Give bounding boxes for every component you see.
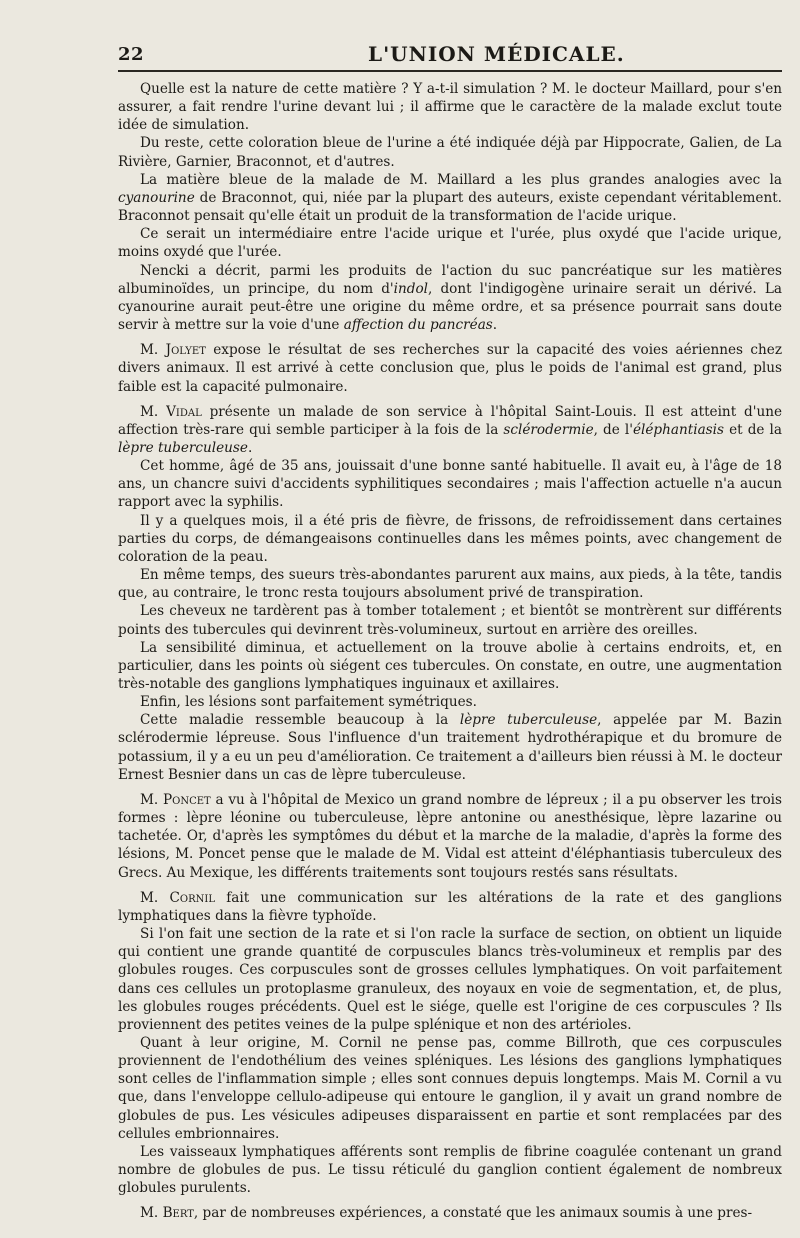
text-run: M. [140,342,166,359]
text-run: a vu à l'hôpital de Mexico un grand nombre de lépreux ; il a pu observer les trois formes : lèpre léonine ou tuberculeuse, lèpre antonine ou anesthésique, lèpre lazarine ou tachetée. Or, d'après les symptômes du début et la marche de la maladie, d'après la forme des lésions, M. Poncet pense que le malade de M. Vidal est atteint d'éléphantiasis tuberculeux des Grecs. Au Mexique, les différents traitements sont toujours restés sans résultats. [118,791,782,881]
italic-term: cyanourine [118,189,195,206]
text-run: M. [140,1205,163,1222]
text-run: Cette maladie ressemble beaucoup à la [140,712,460,729]
paragraph [118,403,782,457]
text-run: Quelle est la nature de cette matière ? Y a-t-il simulation ? M. le docteur Maillard, pour s'en assurer, a fait rendre l'urine devant lui ; il affirme que le caractère de la malade exclut toute idée de simulation. [118,81,782,134]
paragraph [118,925,782,1034]
text-run: , appelée par M. Bazin sclérodermie lépreuse. Sous l'influence d'un traitement hydrothérapique et du bromure de potassium, il y a eu un peu d'amélioration. Ce traitement a d'ailleurs bien réussi à M. le docteur Ernest Besnier dans un cas de lèpre tuberculeuse. [118,712,783,783]
text-run: Si l'on fait une section de la rate et si l'on racle la surface de section, on obtient un liquide qui contient une grande quantité de corpuscules blancs très-volumineux et remplis par des globules rouges. Ces corpuscules sont de grosses cellules lymphatiques. On voit parfaitement dans ces cellules un protoplasme granuleux, des noyaux en voie de segmentation, et, de plus, les globules rouges précédents. Quel est le siége, quelle est l'origine de ces corpuscules ? Ils proviennent des petites veines de la pulpe splénique et non des artérioles. [118,926,782,1033]
text-run: . [247,439,253,456]
text-run: Les vaisseaux lymphatiques afférents sont remplis de fibrine coagulée contenant un grand nombre de globules de pus. Le tissu réticulé du ganglion contient également de nombreux globules purulents. [118,1143,782,1197]
text-run: Quant à leur origine, M. Cornil ne pense pas, comme Billroth, que ces corpuscules proviennent de l'endothélium des veines spléniques. Les lésions des ganglions lymphatiques sont celles de l'inflammation simple ; elles sont connues depuis longtemps. Mais M. Cornil a vu que, dans l'enveloppe cellulo-adipeuse qui entoure le ganglion, il y avait un grand nombre de globules de pus. Les vésicules adipeuses disparaissent en partie et sont remplacées par des cellules embrionnaires. [118,1034,782,1142]
running-head: L'UNION MÉDICALE. [368,42,625,66]
text-run: Il y a quelques mois, il a été pris de fièvre, de frissons, de refroidissement dans certaines parties du corps, de démangeaisons continuelles dans les mêmes points, avec changement de coloration de la peau. [118,512,782,565]
paragraph [118,134,782,170]
paragraph [118,602,782,638]
text-run: de Braconnot, qui, niée par la plupart des auteurs, existe cependant véritablement. Braconnot pensait qu'elle était un produit de la transformation de l'acide urique. [118,189,782,225]
paragraph [118,341,782,395]
text-run: expose le résultat de ses recherches sur la capacité des voies aériennes chez divers animaux. Il est arrivé à cette conclusion que, plus le poids de l'animal est grand, plus faible est la capacité pulmonaire. [118,342,782,395]
italic-term: lèpre tuberculeuse [118,439,248,456]
paragraph [118,457,782,511]
article-body [118,80,782,1223]
author-name: Cornil [169,889,215,906]
paragraph [118,1204,782,1222]
author-name: Jolyet [165,342,206,359]
italic-term: éléphantiasis [633,421,724,438]
text-run: Nencki a décrit, parmi les produits de l'action du suc pancréatique sur les matières albuminoïdes, un principe, du nom d' [118,262,782,297]
text-run: En même temps, des sueurs très-abondantes parurent aux mains, aux pieds, à la tête, tandis que, au contraire, le tronc resta toujours absolument privé de transpiration. [118,567,782,602]
text-run: . [492,317,498,334]
text-run: et de la [723,421,783,438]
text-run: , dont l'indigogène urinaire serait un dérivé. La cyanourine aurait peut-être une origine du même ordre, et sa présence pourrait sans doute servir à mettre sur la voie d'une [118,280,783,334]
paragraph [118,889,782,925]
text-run: Enfin, les lésions sont parfaitement symétriques. [140,694,477,711]
text-run: , de l' [593,421,633,438]
text-run: M. [140,889,170,906]
italic-term: indol [393,280,428,297]
author-name: Vidal [166,403,202,420]
author-name: Bert [162,1205,194,1222]
paragraph [118,639,782,693]
text-run: Du reste, cette coloration bleue de l'urine a été indiquée déjà par Hippocrate, Galien, de La Rivière, Garnier, Braconnot, et d'autres. [118,135,782,170]
paragraph [118,1034,782,1143]
page-number: 22 [118,44,145,65]
italic-term: lèpre tuberculeuse [459,712,598,729]
paragraph [118,80,782,134]
paragraph [118,1143,782,1197]
paragraph [118,711,782,784]
paragraph [118,693,782,711]
text-run: Ce serait un intermédiaire entre l'acide urique et l'urée, plus oxydé que l'acide urique, moins oxydé que l'urée. [118,226,782,261]
text-run: présente un malade de son service à l'hôpital Saint-Louis. Il est atteint d'une affection très-rare qui semble participer à la fois de la [118,403,782,438]
italic-term: sclérodermie [503,421,594,438]
text-run: fait une communication sur les altérations de la rate et des ganglions lymphatiques dans la fièvre typhoïde. [118,889,782,924]
text-run: La sensibilité diminua, et actuellement on la trouve abolie à certains endroits, et, en particulier, dans les points où siégent ces tubercules. On constate, en outre, une augmentation très-notable des ganglions lymphatiques inguinaux et axillaires. [118,639,782,692]
paragraph [118,262,782,335]
text-run: Les cheveux ne tardèrent pas à tomber totalement ; et bientôt se montrèrent sur différents points des tubercules qui devinrent très-volumineux, surtout en arrière des oreilles. [118,603,782,638]
text-run: Cet homme, âgé de 35 ans, jouissait d'une bonne santé habituelle. Il avait eu, à l'âge de 18 ans, un chancre suivi d'accidents syphilitiques secondaires ; mais l'affection actuelle n'a aucun rapport avec la syphilis. [118,458,782,511]
text-run: M. [140,403,167,420]
text-run: La matière bleue de la malade de M. Maillard a les plus grandes analogies avec la [140,171,782,188]
text-run: M. [140,791,163,808]
paragraph [118,171,782,225]
paragraph [118,512,782,566]
page-header [118,40,782,72]
text-run: , par de nombreuses expériences, a constaté que les animaux soumis à une pres- [193,1205,753,1222]
paragraph [118,791,782,882]
italic-term: affection du pancréas [343,317,493,334]
paragraph [118,566,782,602]
paragraph [118,225,782,261]
author-name: Poncet [163,791,211,808]
